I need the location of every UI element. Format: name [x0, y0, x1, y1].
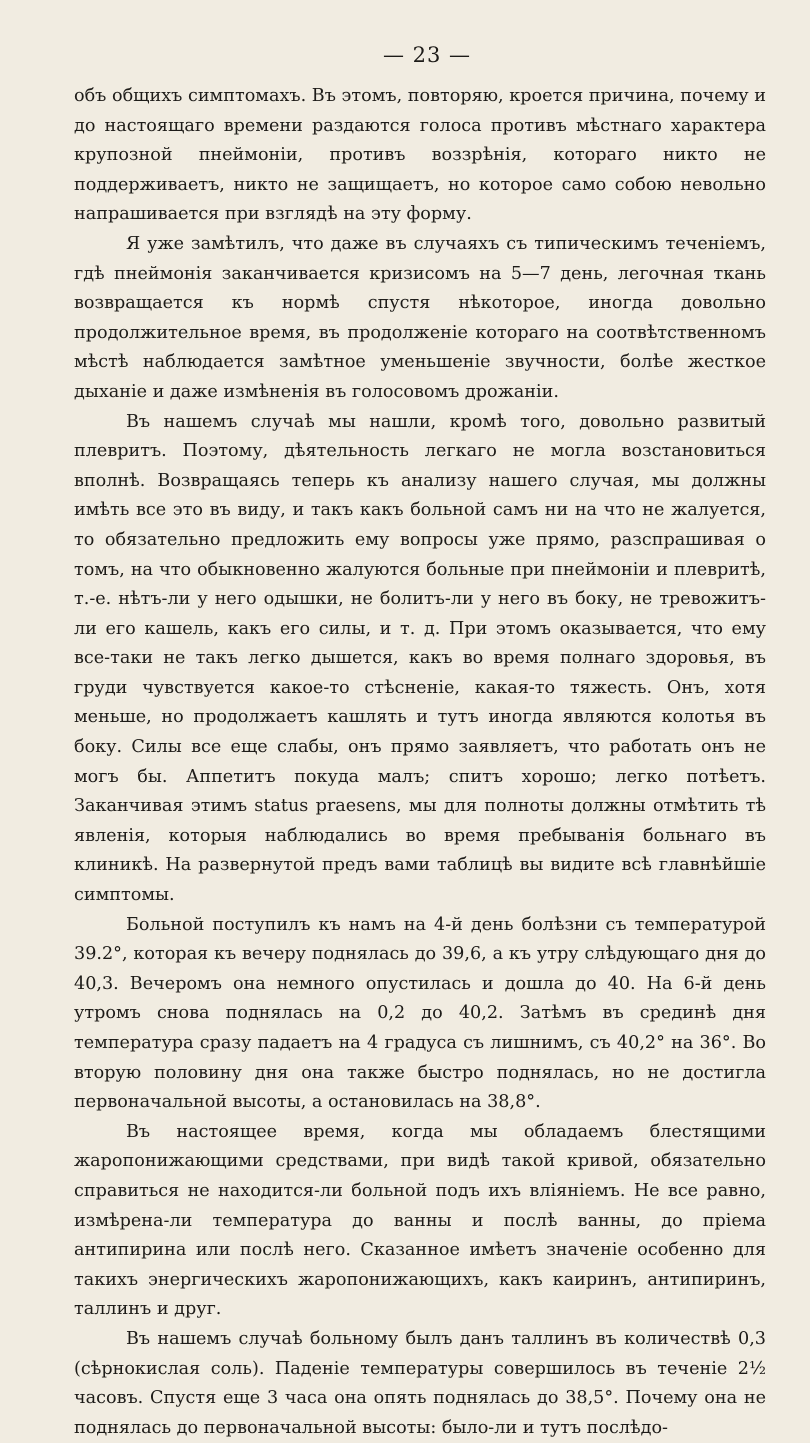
paragraph-pleurisy-status: Въ нашемъ случаѣ мы нашли, кромѣ того, довольно развитый плевритъ. Поэтому, дѣятельность легкаго не могла возстановиться вполнѣ. Возвращаясь теперь къ анализу нашего случая, мы должны имѣть все это въ виду, и такъ какъ больной самъ ни на что не жалуется, то обязательно предложить ему вопросы уже прямо, разспрашивая о томъ, на что обыкновенно жалуются больные при пнеймоніи и плевритѣ, т.-е. нѣтъ-ли у него одышки, не болитъ-ли у него въ боку, не тревожитъ-ли его кашель, какъ его силы, и т. д. При этомъ оказывается, что ему все-таки не такъ легко дышется, какъ во время полнаго здоровья, въ груди чувствуется какое-то стѣсненіе, какая-то тяжесть. Онъ, хотя меньше, но продолжаетъ кашлять и тутъ иногда являются колотья въ боку. Силы все еще слабы, онъ прямо заявляетъ, что работать онъ не могъ бы. Аппетитъ покуда малъ; спитъ хорошо; легко потѣетъ. Заканчивая этимъ status praesens, мы для полноты должны отмѣтить тѣ явленія, которыя наблюдались во время пребыванія больнаго въ клиникѣ. На развернутой предъ вами таблицѣ вы видите всѣ главнѣйшіе симптомы.	[74, 411, 766, 906]
paragraph-temperature-course: Больной поступилъ къ намъ на 4-й день болѣзни съ температурой 39.2°, которая къ вечеру поднялась до 39,6, а къ утру слѣдующаго дня до 40,3. Вечеромъ она немного опустилась и дошла до 40. На 6-й день утромъ снова поднялась на 0,2 до 40,2. Затѣмъ въ срединѣ дня температура сразу падаетъ на 4 градуса съ лишнимъ, съ 40,2° на 36°. Во вторую половину дня она также быстро поднялась, но не достигла первоначальной высоты, а остановилась на 38,8°.	[74, 914, 766, 1113]
paragraph-general-symptoms: объ общихъ симптомахъ. Въ этомъ, повторяю, кроется причина, почему и до настоящаго времени раздаются голоса противъ мѣстнаго характера крупозной пнеймоніи, противъ воззрѣнія, котораго никто не поддерживаетъ, никто не защищаетъ, но которое само собою невольно напрашивается при взглядѣ на эту форму.	[74, 86, 766, 225]
body-text	[74, 82, 766, 1443]
paragraph-lung-recovery: Я уже замѣтилъ, что даже въ случаяхъ съ типическимъ теченіемъ, гдѣ пнеймонія заканчивается кризисомъ на 5—7 день, легочная ткань возвращается къ нормѣ спустя нѣкоторое, иногда довольно продолжительное время, въ продолженіе котораго на соотвѣтственномъ мѣстѣ наблюдается замѣтное уменьшеніе звучности, болѣе жесткое дыханіе и даже измѣненія въ голосовомъ дрожаніи.	[74, 233, 766, 402]
page-number: — 23 —	[382, 43, 472, 67]
paragraph-thallin-dose: Въ нашемъ случаѣ больному былъ данъ таллинъ въ количествѣ 0,3 (сѣрнокислая соль). Паденіе температуры совершилось въ теченіе 2½ часовъ. Спустя еще 3 часа она опять поднялась до 38,5°. Почему она не поднялась до первоначальной высоты: было-ли и тутъ послѣдо-	[74, 1328, 766, 1438]
paragraph-antipyretics: Въ настоящее время, когда мы обладаемъ блестящими жаропонижающими средствами, при видѣ такой кривой, обязательно справиться не находится-ли больной подъ ихъ вліяніемъ. Не все равно, измѣрена-ли температура до ванны и послѣ ванны, до пріема антипирина или послѣ него. Сказанное имѣетъ значеніе особенно для такихъ энергическихъ жаропонижающихъ, какъ каиринъ, антипиринъ, таллинъ и друг.	[74, 1121, 766, 1320]
